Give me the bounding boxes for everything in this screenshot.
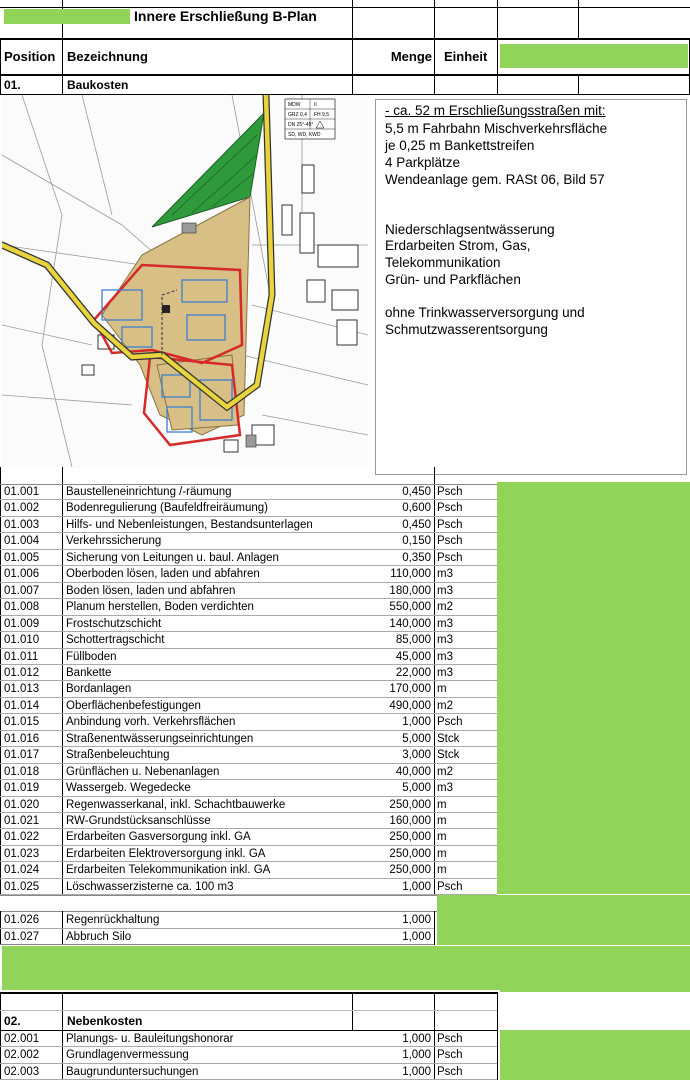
row-description: Grundlagenvermessung bbox=[66, 1049, 189, 1062]
row-unit: m2 bbox=[437, 699, 453, 712]
row-description: Hilfs- und Nebenleistungen, Bestandsunterlagen bbox=[66, 518, 313, 531]
row-position: 01.012 bbox=[4, 666, 40, 679]
row-unit: Psch bbox=[437, 486, 463, 498]
row-quantity: 5,000 bbox=[402, 732, 431, 745]
row-unit: m3 bbox=[437, 650, 453, 663]
row-description: Oberflächenbefestigungen bbox=[66, 699, 201, 712]
row-unit: m2 bbox=[437, 765, 453, 778]
row-unit: Psch bbox=[437, 535, 463, 548]
svg-text:GRZ 0,4: GRZ 0,4 bbox=[288, 112, 307, 118]
row-position: 01.024 bbox=[4, 864, 40, 877]
row-description: Erdarbeiten Gasversorgung inkl. GA bbox=[66, 831, 251, 844]
row-description: RW-Grundstücksanschlüsse bbox=[66, 815, 211, 827]
row-position: 01.018 bbox=[4, 765, 40, 778]
row-position: 01.027 bbox=[4, 930, 40, 943]
header-menge: Menge bbox=[390, 49, 432, 64]
row-position: 01.009 bbox=[4, 617, 40, 630]
header-position: Position bbox=[4, 49, 56, 64]
row-unit: Psch bbox=[437, 502, 463, 515]
row-position: 01.013 bbox=[4, 683, 40, 696]
header-einheit: Einheit bbox=[444, 49, 488, 64]
row-position: 01.006 bbox=[4, 568, 40, 581]
row-quantity: 5,000 bbox=[402, 782, 431, 795]
row-description: Abbruch Silo bbox=[66, 930, 132, 943]
row-description: Regenwasserkanal, inkl. Schachtbauwerke bbox=[66, 798, 286, 811]
row-position: 01.016 bbox=[4, 732, 40, 745]
section-02-number: 02. bbox=[4, 1014, 21, 1028]
row-description: Erdarbeiten Elektroversorgung inkl. GA bbox=[66, 847, 266, 860]
row-position: 01.014 bbox=[4, 699, 40, 712]
row-unit: m bbox=[437, 847, 447, 860]
row-unit: Psch bbox=[437, 551, 463, 564]
site-plan-drawing bbox=[2, 95, 368, 467]
row-unit: m3 bbox=[437, 568, 453, 581]
row-description: Bankette bbox=[66, 666, 112, 679]
row-position: 01.020 bbox=[4, 798, 40, 811]
row-quantity: 0,450 bbox=[402, 486, 431, 498]
row-position: 01.007 bbox=[4, 584, 40, 597]
section-01-number: 01. bbox=[4, 78, 21, 92]
row-unit: Stck bbox=[437, 749, 460, 762]
row-description: Löschwasserzisterne ca. 100 m3 bbox=[66, 880, 234, 893]
row-quantity: 0,600 bbox=[402, 502, 431, 515]
document-title: Innere Erschließung B-Plan bbox=[134, 8, 317, 24]
row-unit: Psch bbox=[437, 716, 463, 729]
row-quantity: 45,000 bbox=[395, 650, 431, 663]
row-quantity: 170,000 bbox=[389, 683, 431, 696]
row-position: 01.025 bbox=[4, 880, 40, 893]
row-quantity: 110,000 bbox=[390, 568, 431, 581]
row-quantity: 1,000 bbox=[402, 930, 431, 943]
row-quantity: 85,000 bbox=[395, 634, 431, 647]
row-description: Sicherung von Leitungen u. baul. Anlagen bbox=[66, 551, 279, 564]
row-quantity: 3,000 bbox=[402, 749, 431, 762]
note-line-5: Wendeanlage gem. RASt 06, Bild 57 bbox=[385, 172, 605, 187]
row-quantity: 250,000 bbox=[389, 798, 431, 811]
row-quantity: 250,000 bbox=[389, 831, 431, 844]
row-unit: Psch bbox=[437, 1065, 463, 1078]
note-line-6: Niederschlagsentwässerung bbox=[385, 222, 555, 237]
row-description: Planum herstellen, Boden verdichten bbox=[66, 601, 254, 614]
row-position: 01.019 bbox=[4, 782, 40, 795]
row-quantity: 0,350 bbox=[402, 551, 431, 564]
row-description: Oberboden lösen, laden und abfahren bbox=[66, 568, 260, 581]
row-description: Schottertragschicht bbox=[66, 634, 165, 647]
row-description: Baustelleneinrichtung /-räumung bbox=[66, 486, 232, 498]
svg-text:II: II bbox=[314, 102, 317, 108]
row-quantity: 180,000 bbox=[389, 584, 431, 597]
row-description: Baugrunduntersuchungen bbox=[66, 1065, 199, 1078]
row-position: 02.002 bbox=[4, 1049, 40, 1062]
row-quantity: 0,150 bbox=[402, 535, 431, 548]
svg-text:FH 9,5: FH 9,5 bbox=[314, 112, 330, 118]
plan-legend bbox=[285, 99, 335, 139]
row-description: Erdarbeiten Telekommunikation inkl. GA bbox=[66, 864, 271, 877]
row-quantity: 250,000 bbox=[389, 847, 431, 860]
row-position: 01.005 bbox=[4, 551, 40, 564]
row-unit: m bbox=[437, 831, 447, 844]
row-position: 01.021 bbox=[4, 815, 40, 827]
note-line-1: - ca. 52 m Erschließungsstraßen mit: bbox=[385, 103, 606, 118]
row-unit: Psch bbox=[437, 880, 463, 893]
row-unit: Stck bbox=[437, 732, 460, 745]
row-quantity: 1,000 bbox=[402, 1065, 431, 1078]
row-position: 02.001 bbox=[4, 1033, 40, 1045]
row-quantity: 140,000 bbox=[389, 617, 431, 630]
row-position: 01.011 bbox=[4, 650, 39, 663]
row-description: Straßenbeleuchtung bbox=[66, 749, 170, 762]
row-description: Grünflächen u. Nebenanlagen bbox=[66, 765, 220, 778]
note-line-2: 5,5 m Fahrbahn Mischverkehrsfläche bbox=[385, 121, 608, 136]
note-line-4: 4 Parkplätze bbox=[385, 155, 461, 170]
row-description: Frostschutzschicht bbox=[66, 617, 162, 630]
row-description: Bordanlagen bbox=[66, 683, 132, 696]
row-description: Boden lösen, laden und abfahren bbox=[66, 584, 236, 597]
note-line-9: Grün- und Parkflächen bbox=[385, 272, 521, 287]
row-quantity: 1,000 bbox=[402, 914, 431, 926]
svg-text:MDW: MDW bbox=[288, 102, 301, 108]
section-02-name: Nebenkosten bbox=[67, 1014, 143, 1028]
row-position: 01.002 bbox=[4, 502, 40, 515]
row-position: 01.001 bbox=[4, 486, 40, 498]
row-description: Bodenregulierung (Baufeldfreiräumung) bbox=[66, 502, 269, 515]
row-description: Wassergeb. Wegedecke bbox=[66, 782, 191, 795]
row-description: Anbindung vorh. Verkehrsflächen bbox=[66, 716, 236, 729]
header-bezeichnung: Bezeichnung bbox=[67, 49, 148, 64]
row-position: 01.004 bbox=[4, 535, 40, 548]
row-quantity: 550,000 bbox=[389, 601, 431, 614]
row-unit: m3 bbox=[437, 584, 453, 597]
row-position: 01.015 bbox=[4, 716, 40, 729]
row-unit: m3 bbox=[437, 782, 453, 795]
row-unit: m bbox=[437, 798, 447, 811]
row-unit: m3 bbox=[437, 617, 453, 630]
row-position: 02.003 bbox=[4, 1065, 40, 1078]
row-quantity: 1,000 bbox=[402, 1033, 431, 1045]
row-description: Planungs- u. Bauleitungshonorar bbox=[66, 1033, 234, 1045]
row-quantity: 40,000 bbox=[395, 765, 431, 778]
row-description: Regenrückhaltung bbox=[66, 914, 160, 926]
svg-text:SD, WD, KWD: SD, WD, KWD bbox=[288, 132, 321, 138]
row-quantity: 490,000 bbox=[389, 699, 431, 712]
row-unit: Psch bbox=[437, 518, 463, 531]
row-position: 01.008 bbox=[4, 601, 40, 614]
row-position: 01.026 bbox=[4, 914, 40, 926]
row-description: Verkehrssicherung bbox=[66, 535, 162, 548]
row-unit: m bbox=[437, 815, 447, 827]
row-unit: Psch bbox=[437, 1049, 463, 1062]
row-position: 01.022 bbox=[4, 831, 40, 844]
row-unit: m bbox=[437, 683, 447, 696]
row-unit: m3 bbox=[437, 634, 453, 647]
row-quantity: 1,000 bbox=[402, 880, 431, 893]
row-quantity: 250,000 bbox=[389, 864, 431, 877]
row-quantity: 1,000 bbox=[402, 1049, 431, 1062]
row-quantity: 22,000 bbox=[395, 666, 431, 679]
row-unit: Psch bbox=[437, 1033, 463, 1045]
row-unit: m bbox=[437, 864, 447, 877]
row-description: Füllboden bbox=[66, 650, 117, 663]
row-description: Straßenentwässerungseinrichtungen bbox=[66, 732, 254, 745]
row-position: 01.003 bbox=[4, 518, 40, 531]
row-position: 01.010 bbox=[4, 634, 40, 647]
row-position: 01.017 bbox=[4, 749, 40, 762]
note-line-10: ohne Trinkwasserversorgung und bbox=[385, 305, 585, 320]
row-quantity: 0,450 bbox=[402, 518, 431, 531]
note-line-3: je 0,25 m Bankettstreifen bbox=[385, 138, 535, 153]
row-unit: m2 bbox=[437, 601, 453, 614]
note-line-7: Erdarbeiten Strom, Gas, bbox=[385, 238, 531, 253]
row-position: 01.023 bbox=[4, 847, 40, 860]
note-line-8: Telekommunikation bbox=[385, 255, 501, 270]
note-line-11: Schmutzwasserentsorgung bbox=[385, 322, 548, 337]
row-unit: m3 bbox=[437, 666, 453, 679]
row-quantity: 1,000 bbox=[402, 716, 431, 729]
svg-text:DN 25°-45°: DN 25°-45° bbox=[288, 122, 314, 128]
section-01-name: Baukosten bbox=[67, 78, 129, 92]
row-quantity: 160,000 bbox=[389, 815, 431, 827]
